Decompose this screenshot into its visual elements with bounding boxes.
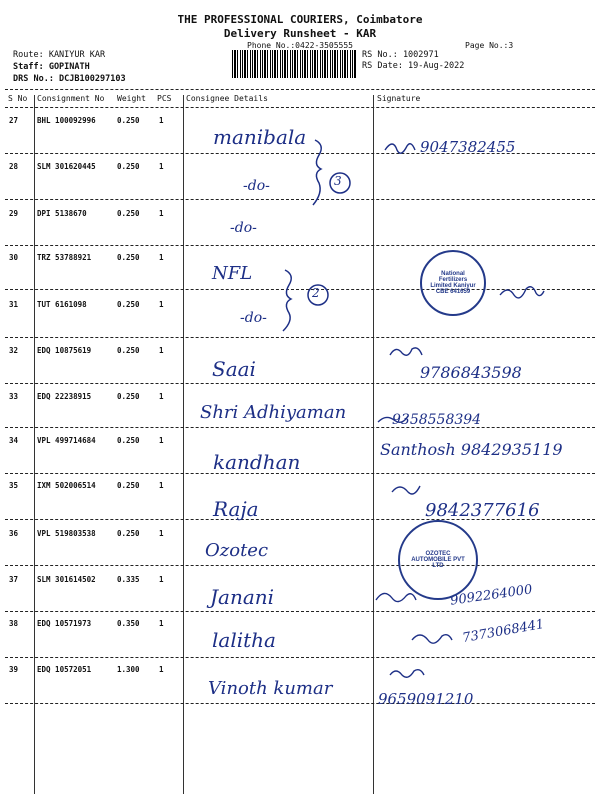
handwritten-consignee: NFL: [212, 263, 253, 284]
handwritten-consignee: lalitha: [212, 628, 276, 652]
company-stamp: [398, 520, 478, 600]
row-weight: 0.250: [117, 481, 140, 490]
row-weight: 0.250: [117, 300, 140, 309]
row-weight: 0.250: [117, 346, 140, 355]
row-weight: 0.250: [117, 209, 140, 218]
col-header-signature: Signature: [377, 94, 421, 103]
row-pcs: 1: [159, 481, 164, 490]
handwritten-consignee: Shri Adhiyaman: [200, 402, 347, 423]
row-weight: 1.300: [117, 665, 140, 674]
row-sno: 39: [9, 665, 19, 674]
row-pcs: 1: [159, 436, 164, 445]
handwritten-consignee: -do-: [243, 178, 270, 194]
row-sno: 30: [9, 253, 19, 262]
row-pcs: 1: [159, 116, 164, 125]
row-pcs: 1: [159, 209, 164, 218]
handwritten-consignee: Ozotec: [205, 540, 269, 561]
signature-scribble: [376, 593, 416, 601]
signature-entry: Santhosh 9842935119: [380, 440, 563, 459]
signature-entry: 9358558394: [392, 412, 482, 428]
handwritten-consignee: Janani: [210, 585, 275, 609]
row-sno: 28: [9, 162, 19, 171]
row-pcs: 1: [159, 346, 164, 355]
row-weight: 0.250: [117, 436, 140, 445]
signature-scribble: [412, 635, 452, 644]
row-weight: 0.335: [117, 575, 140, 584]
col-header-consignee: Consignee Details: [186, 94, 268, 103]
row-sno: 33: [9, 392, 19, 401]
row-sno: 36: [9, 529, 19, 538]
row-sno: 32: [9, 346, 19, 355]
row-weight: 0.250: [117, 392, 140, 401]
row-consignment-no: TRZ 53788921: [37, 253, 92, 262]
row-consignment-no: VPL 499714684: [37, 436, 96, 445]
row-pcs: 1: [159, 665, 164, 674]
row-pcs: 1: [159, 529, 164, 538]
stamp-text: OZOTEC AUTOMOBILE PVT LTD: [411, 551, 465, 569]
row-weight: 0.250: [117, 162, 140, 171]
signature-entry: 7373068441: [461, 616, 546, 647]
drs-number: DRS No.: DCJB100297103: [13, 74, 126, 84]
row-pcs: 1: [159, 253, 164, 262]
staff-label: Staff: GOPINATH: [13, 62, 90, 72]
col-header-sno: S No: [8, 94, 28, 103]
brace-mark: [313, 140, 321, 205]
row-consignment-no: TUT 6161098: [37, 300, 87, 309]
row-consignment-no: BHL 100092996: [37, 116, 96, 125]
signature-scribble: [500, 287, 544, 298]
company-stamp: [420, 250, 486, 316]
row-sno: 29: [9, 209, 19, 218]
phone-number: Phone No.:0422-3505555: [247, 41, 353, 50]
group-mark-label: 3: [334, 174, 342, 188]
signature-entry: 9842377616: [425, 500, 540, 521]
row-sno: 35: [9, 481, 19, 490]
row-pcs: 1: [159, 392, 164, 401]
row-pcs: 1: [159, 162, 164, 171]
row-sno: 31: [9, 300, 19, 309]
signature-scribble: [390, 670, 424, 678]
brace-mark: [283, 270, 291, 331]
row-consignment-no: EDQ 10572051: [37, 665, 92, 674]
row-sno: 38: [9, 619, 19, 628]
col-header-weight: Weight: [117, 94, 146, 103]
signature-entry: 9092264000: [449, 582, 534, 609]
rs-number: RS No.: 1002971: [362, 50, 439, 60]
row-sno: 34: [9, 436, 19, 445]
row-weight: 0.250: [117, 116, 140, 125]
sheet-title: Delivery Runsheet - KAR: [223, 27, 377, 40]
route-label: Route: KANIYUR KAR: [13, 50, 106, 60]
row-sno: 27: [9, 116, 19, 125]
handwritten-consignee: kandhan: [213, 450, 301, 474]
signature-scribble: [392, 486, 420, 494]
handwritten-consignee: manibala: [213, 125, 307, 149]
signature-entry: 9659091210: [378, 690, 474, 708]
page-number: Page No.:3: [465, 41, 514, 50]
handwritten-consignee: Vinoth kumar: [208, 678, 333, 699]
col-header-consignment: Consignment No: [37, 94, 105, 103]
signature-entry: 9786843598: [420, 363, 522, 382]
row-pcs: 1: [159, 575, 164, 584]
row-pcs: 1: [159, 300, 164, 309]
handwritten-consignee: -do-: [240, 310, 267, 326]
row-weight: 0.350: [117, 619, 140, 628]
row-sno: 37: [9, 575, 19, 584]
stamp-text: National Fertilizers Limited Kaniyur CBE 641659: [430, 271, 476, 295]
row-weight: 0.250: [117, 253, 140, 262]
row-consignment-no: EDQ 22238915: [37, 392, 92, 401]
col-header-pcs: PCS: [157, 94, 172, 103]
group-mark-label: 2: [312, 286, 320, 300]
row-consignment-no: EDQ 10571973: [37, 619, 92, 628]
row-consignment-no: VPL 519803538: [37, 529, 96, 538]
handwritten-consignee: -do-: [230, 220, 257, 236]
signature-scribble: [385, 144, 415, 153]
handwritten-consignee: Raja: [213, 497, 259, 521]
row-consignment-no: DPI 5138670: [37, 209, 87, 218]
handwritten-consignee: Saai: [212, 357, 256, 381]
signature-scribble: [390, 348, 422, 355]
row-consignment-no: EDQ 10875619: [37, 346, 92, 355]
row-pcs: 1: [159, 619, 164, 628]
signature-entry: 9047382455: [420, 138, 516, 156]
row-consignment-no: IXM 502006514: [37, 481, 96, 490]
row-weight: 0.250: [117, 529, 140, 538]
company-name: THE PROFESSIONAL COURIERS, Coimbatore: [177, 13, 423, 26]
row-consignment-no: SLM 301614502: [37, 575, 96, 584]
row-consignment-no: SLM 301620445: [37, 162, 96, 171]
rs-date: RS Date: 19-Aug-2022: [362, 61, 465, 71]
